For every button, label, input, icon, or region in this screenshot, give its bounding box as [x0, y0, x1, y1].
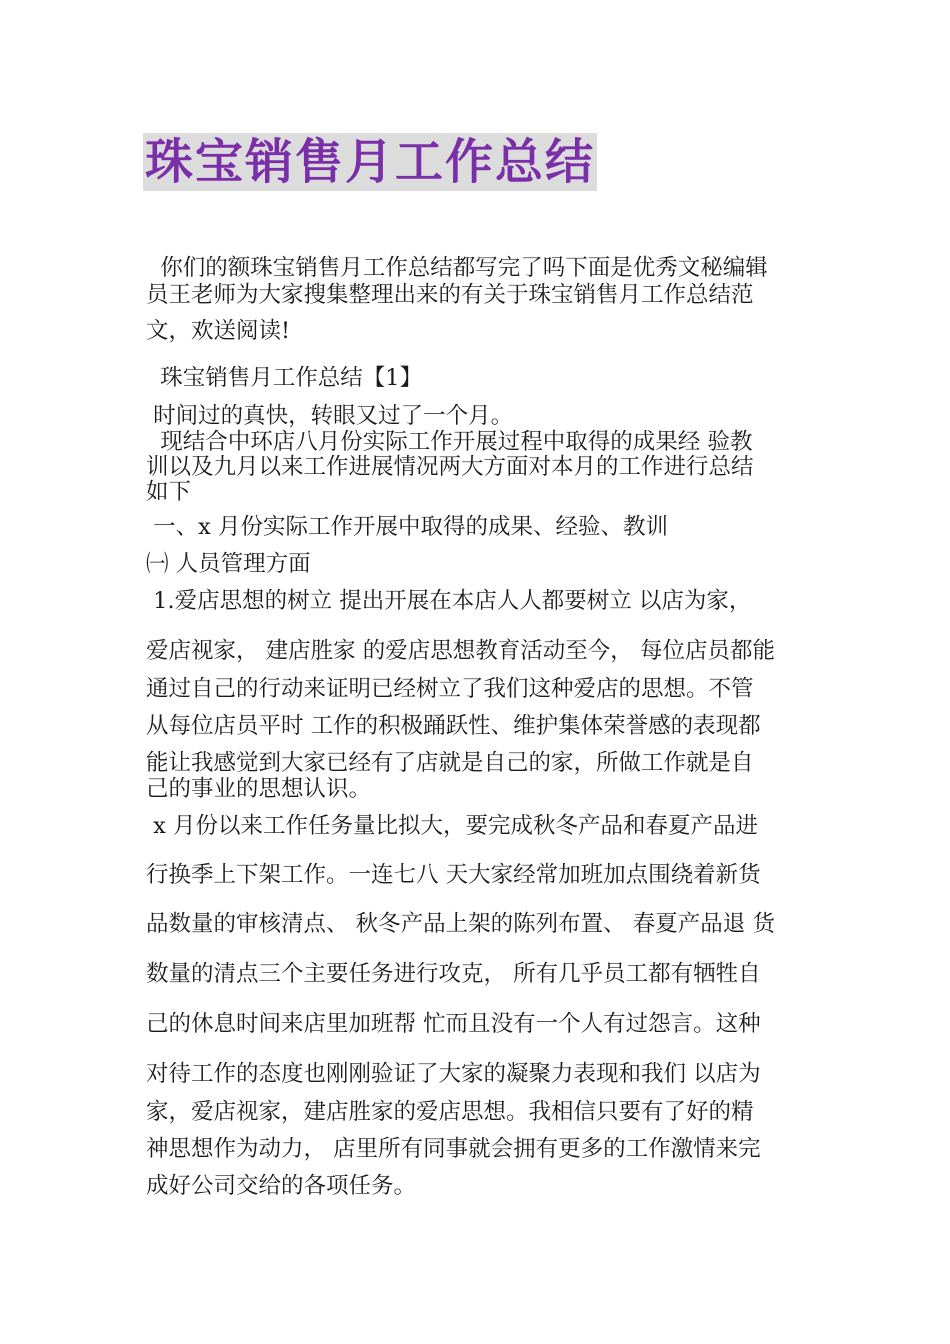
body-line: 时间过的真快，转眼又过了一个月。 — [146, 403, 514, 429]
body-line: 品数量的审核清点、 秋冬产品上架的陈列布置、 春夏产品退 货 — [146, 911, 775, 937]
section-heading: 珠宝销售月工作总结【1】 — [146, 365, 423, 391]
body-line: 从每位店员平时 工作的积极踊跃性、维护集体荣誉感的表现都 — [146, 713, 761, 739]
subheading: ㈠ 人员管理方面 — [146, 551, 311, 577]
body-line: 如下 — [146, 479, 192, 505]
body-line: 成好公司交给的各项任务。 — [146, 1173, 417, 1199]
body-line: 现结合中环店八月份实际工作开展过程中取得的成果经 验教 — [146, 429, 753, 455]
body-line: 行换季上下架工作。一连七八 天大家经常加班加点围绕着新货 — [146, 862, 761, 888]
body-line: 数量的清点三个主要任务进行攻克， 所有几乎员工都有牺牲自 — [146, 961, 761, 987]
body-line: 己的休息时间来店里加班帮 忙而且没有一个人有过怨言。这种 — [146, 1011, 761, 1037]
body-line: 家，爱店视家，建店胜家的爱店思想。我相信只要有了好的精 — [146, 1099, 754, 1125]
body-line: 对待工作的态度也刚刚验证了大家的凝聚力表现和我们 以店为 — [146, 1061, 761, 1087]
body-line: x 月份以来工作任务量比拟大，要完成秋冬产品和春夏产品进 — [146, 813, 758, 839]
body-line: 己的事业的思想认识。 — [146, 776, 372, 802]
subheading: 一、x 月份实际工作开展中取得的成果、经验、教训 — [146, 514, 668, 540]
body-line: 神思想作为动力， 店里所有同事就会拥有更多的工作激情来完 — [146, 1136, 761, 1162]
body-line: 训以及九月以来工作进展情况两大方面对本月的工作进行总结 — [146, 454, 754, 480]
intro-line-1: 你们的额珠宝销售月工作总结都写完了吗下面是优秀文秘编辑 — [146, 255, 768, 281]
body-line: 能让我感觉到大家已经有了店就是自己的家，所做工作就是自 — [146, 750, 754, 776]
document-title: 珠宝销售月工作总结 — [145, 134, 596, 190]
body-line: 爱店视家， 建店胜家 的爱店思想教育活动至今， 每位店员都能 — [146, 638, 775, 664]
body-line: 通过自己的行动来证明已经树立了我们这种爱店的思想。不管 — [146, 676, 754, 702]
intro-line-2: 员王老师为大家搜集整理出来的有关于珠宝销售月工作总结范 — [146, 282, 754, 308]
intro-line-3: 文，欢送阅读! — [146, 318, 291, 344]
body-line: 1.爱店思想的树立 提出开展在本店人人都要树立 以店为家， — [146, 588, 752, 614]
